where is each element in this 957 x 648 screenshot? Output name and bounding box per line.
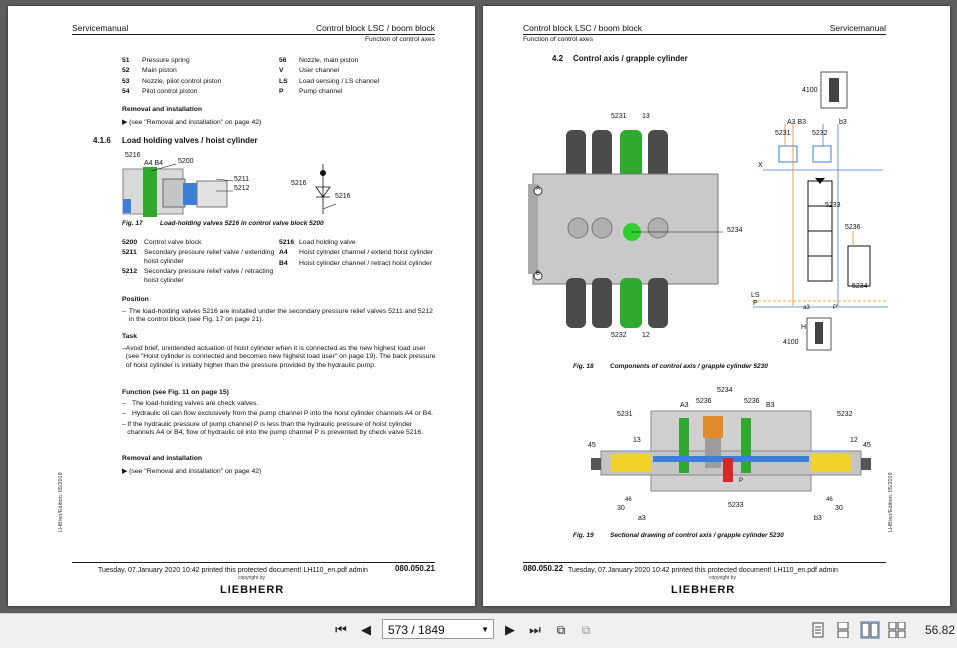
next-page-icon[interactable]: ▶ [505,622,515,637]
legend-row: LS Load sensing / LS channel [279,77,380,85]
removal-link-1[interactable]: ▶ (see "Removal and installation" on page 42) [122,119,262,126]
section-number: 4.1.6 [93,136,111,145]
fig19-label-p: P [739,478,744,484]
legend-row: 5216 Load holding valve [279,239,356,246]
legend-row: 5200 Control valve block [122,239,202,246]
previous-page-icon[interactable]: ◀ [361,622,371,637]
fig19-label-12: 12 [850,437,858,444]
fig18-port-b: B [536,271,541,277]
schematic-label-4100-top: 4100 [802,87,818,94]
header-left: Servicemanual [72,23,129,33]
fig18-valve-block-drawing [528,116,738,346]
first-page-icon[interactable]: ⏮ [335,622,347,637]
schematic-label-h: H [801,324,807,331]
function-title: Function (see Fig. 11 on page 15) [122,389,229,396]
footer-copyright: copyright by [238,575,265,581]
section-title: Load holding valves / hoist cylinder [122,136,258,145]
footer-print-text: Tuesday, 07.January 2020 10:42 printed this protected document! LH110_en.pdf admin [98,567,368,574]
page-number-field[interactable] [382,619,494,639]
list-item: – The load-holding valves are check valves. [122,400,259,407]
schematic-label-5233: 5233 [825,202,841,209]
schematic-label-4100-bottom: 4100 [783,339,799,346]
two-page-continuous-view-icon[interactable] [888,622,906,638]
chevron-down-icon[interactable]: ▼ [481,625,489,634]
legend-row: 51 Pressure spring [122,57,190,64]
viewer-toolbar [0,613,957,648]
position-text: – The load-holding valves 5216 are installed under the secondary pressure relief valves 5211 and 5212 in the control block (see Fig. 17 on page 21). [122,308,433,324]
side-edition-text: LHB/en/Edition: 05/2019 [58,472,64,532]
legend-row: 56 Nozzle, main piston [279,57,359,64]
header-right: Control block LSC / boom block [315,23,435,33]
schematic-label-5234: 5234 [852,283,868,290]
header-right: Servicemanual [829,23,886,33]
schematic-label-b3: b3 [839,119,847,126]
schematic-label-p: P [753,300,758,307]
liebherr-logo: LIEBHERR [220,584,285,596]
fig19-label-b3: B3 [766,402,775,409]
footer-rule [523,562,886,563]
side-edition-text: LHB/en/Edition: 05/2019 [888,472,894,532]
fig17-label-5200: 5200 [178,158,194,165]
left-page [8,6,475,606]
legend-row: B4 Hoist cylinder channel / retract hoist cylinder [279,259,432,267]
fig17-label-5216: 5216 [125,152,141,159]
fig19-sectional-drawing [591,396,871,506]
header-left: Control block LSC / boom block [523,23,643,33]
fig18-caption: Components of control axis / grapple cylinder 5230 [610,363,768,370]
fig18-port-a: A [536,186,541,192]
header-rule [72,34,435,35]
fig19-label-5232: 5232 [837,411,853,418]
fig18-label-5234: 5234 [727,227,743,234]
schematic-label-x: X [758,162,763,169]
schematic-label-ls: LS [751,292,760,299]
legend-top-col1 [122,57,282,97]
fig19-label-a3-bottom: a3 [638,515,646,522]
legend-row: 52 Main piston [122,67,177,75]
function-list [122,400,436,438]
removal-title-1: Removal and installation [122,106,203,113]
fig18-label-12: 12 [642,332,650,339]
page-number-value: 573 / 1849 [388,623,445,637]
zoom-level[interactable]: 56.82 [925,623,956,637]
fig19-label-5236-left: 5236 [696,398,712,405]
fig19-label-5231: 5231 [617,411,633,418]
two-page-view-icon[interactable] [861,622,879,638]
header-sub: Function of control axes [523,36,594,43]
legend-row: V User channel [279,67,340,75]
go-forward-view-icon[interactable]: ⧉ [581,623,591,637]
list-item: – Hydraulic oil can flow exclusively from the pump channel P into the hoist cylinder channels A4 or B4. [122,410,433,418]
fig17-caption-num: Fig. 17 [122,220,143,227]
fig19-label-b3-bottom: b3 [814,515,822,522]
single-page-view-icon[interactable] [811,622,825,638]
legend-row: P Pump channel [279,88,343,96]
fig19-label-30-right: 30 [835,505,843,512]
section-number: 4.2 [552,54,564,63]
task-text: – Avoid brief, unintended actuation of hoist cylinder when it is connected as the new highest load user (see "Hoist cylinder is connected and becomes new highest load user" on page 19). The back pressure of hoist cylinder is initially higher than the pressure provided by the hydraulic pump. [122,345,436,369]
legend-top-col2 [279,57,439,97]
fig19-label-46-left: 46 [625,497,632,503]
schematic-label-a3b3: A3 B3 [787,119,807,126]
list-item: – If the hydraulic pressure of pump channel P is less than the hydraulic pressure of hoist cylinder channels A4 or B4, flow of hydraulic oil into the pump channel P is prevented by check valve 5216. [122,420,424,437]
schematic-label-p-prime: P' [833,305,839,311]
fig19-label-5234: 5234 [717,387,733,394]
footer-rule [72,562,435,563]
footer-copyright: copyright by [709,575,736,581]
go-back-view-icon[interactable]: ⧉ [556,623,566,637]
schematic-label-5236: 5236 [845,224,861,231]
fig17-label-5212: 5212 [234,185,250,192]
fig19-label-13: 13 [633,437,641,444]
fig19-caption: Sectional drawing of control axis / grapple cylinder 5230 [610,532,784,539]
last-page-icon[interactable]: ⏭ [529,622,541,637]
fig18-label-5231: 5231 [611,113,627,120]
fig17-symbol-label-1: 5216 [291,180,307,187]
fig19-caption-num: Fig. 19 [573,532,594,539]
hydraulic-schematic [753,66,893,356]
legend-mid-col2 [279,239,435,268]
continuous-view-icon[interactable] [836,622,850,638]
section-title: Control axis / grapple cylinder [573,54,688,63]
legend-row: 54 Pilot control piston [122,88,198,96]
footer-page-number: 080.050.21 [394,564,435,573]
fig17-label-5211: 5211 [234,176,250,183]
schematic-label-a3: a3 [803,305,810,311]
schematic-label-5231: 5231 [775,130,791,137]
legend-row: 5211 Secondary pressure relief valve / extending hoist cylinder [122,249,275,265]
removal-link-2[interactable]: ▶ (see "Removal and installation" on page 42) [122,468,262,475]
footer-page-number: 080.050.22 [523,564,564,573]
fig19-label-5233: 5233 [728,502,744,509]
task-title: Task [122,333,137,340]
fig19-label-5236-right: 5236 [744,398,760,405]
legend-mid-col1 [122,239,278,285]
fig18-caption-num: Fig. 18 [573,363,594,370]
fig19-label-46-right: 46 [826,497,833,503]
position-title: Position [122,296,149,303]
blue-valve [183,183,197,205]
legend-row: 5212 Secondary pressure relief valve / retracting hoist cylinder [122,268,274,284]
removal-title-2: Removal and installation [122,455,203,462]
legend-row: 53 Nozzle, pilot control piston [122,77,222,85]
right-page [483,6,950,606]
fig17-label-a4b4: A4 B4 [144,160,164,167]
header-sub: Function of control axes [364,36,435,43]
liebherr-logo: LIEBHERR [671,584,736,596]
header-rule [523,34,886,35]
fig19-label-a3: A3 [680,402,689,409]
legend-row: A4 Hoist cylinder channel / extend hoist cylinder [279,249,434,257]
fig19-label-45-right: 45 [863,442,871,449]
fig18-label-5232: 5232 [611,332,627,339]
fig19-label-45-left: 45 [588,442,596,449]
footer-print-text: Tuesday, 07.January 2020 10:42 printed this protected document! LH110_en.pdf admin [568,567,838,574]
fig17-caption: Load-holding valves 5216 in control valve block 5200 [160,220,324,227]
green-channel [143,167,157,217]
schematic-label-5232: 5232 [812,130,828,137]
fig18-label-13: 13 [642,113,650,120]
fig19-label-30-left: 30 [617,505,625,512]
fig17-symbol-label-2: 5216 [335,193,351,200]
